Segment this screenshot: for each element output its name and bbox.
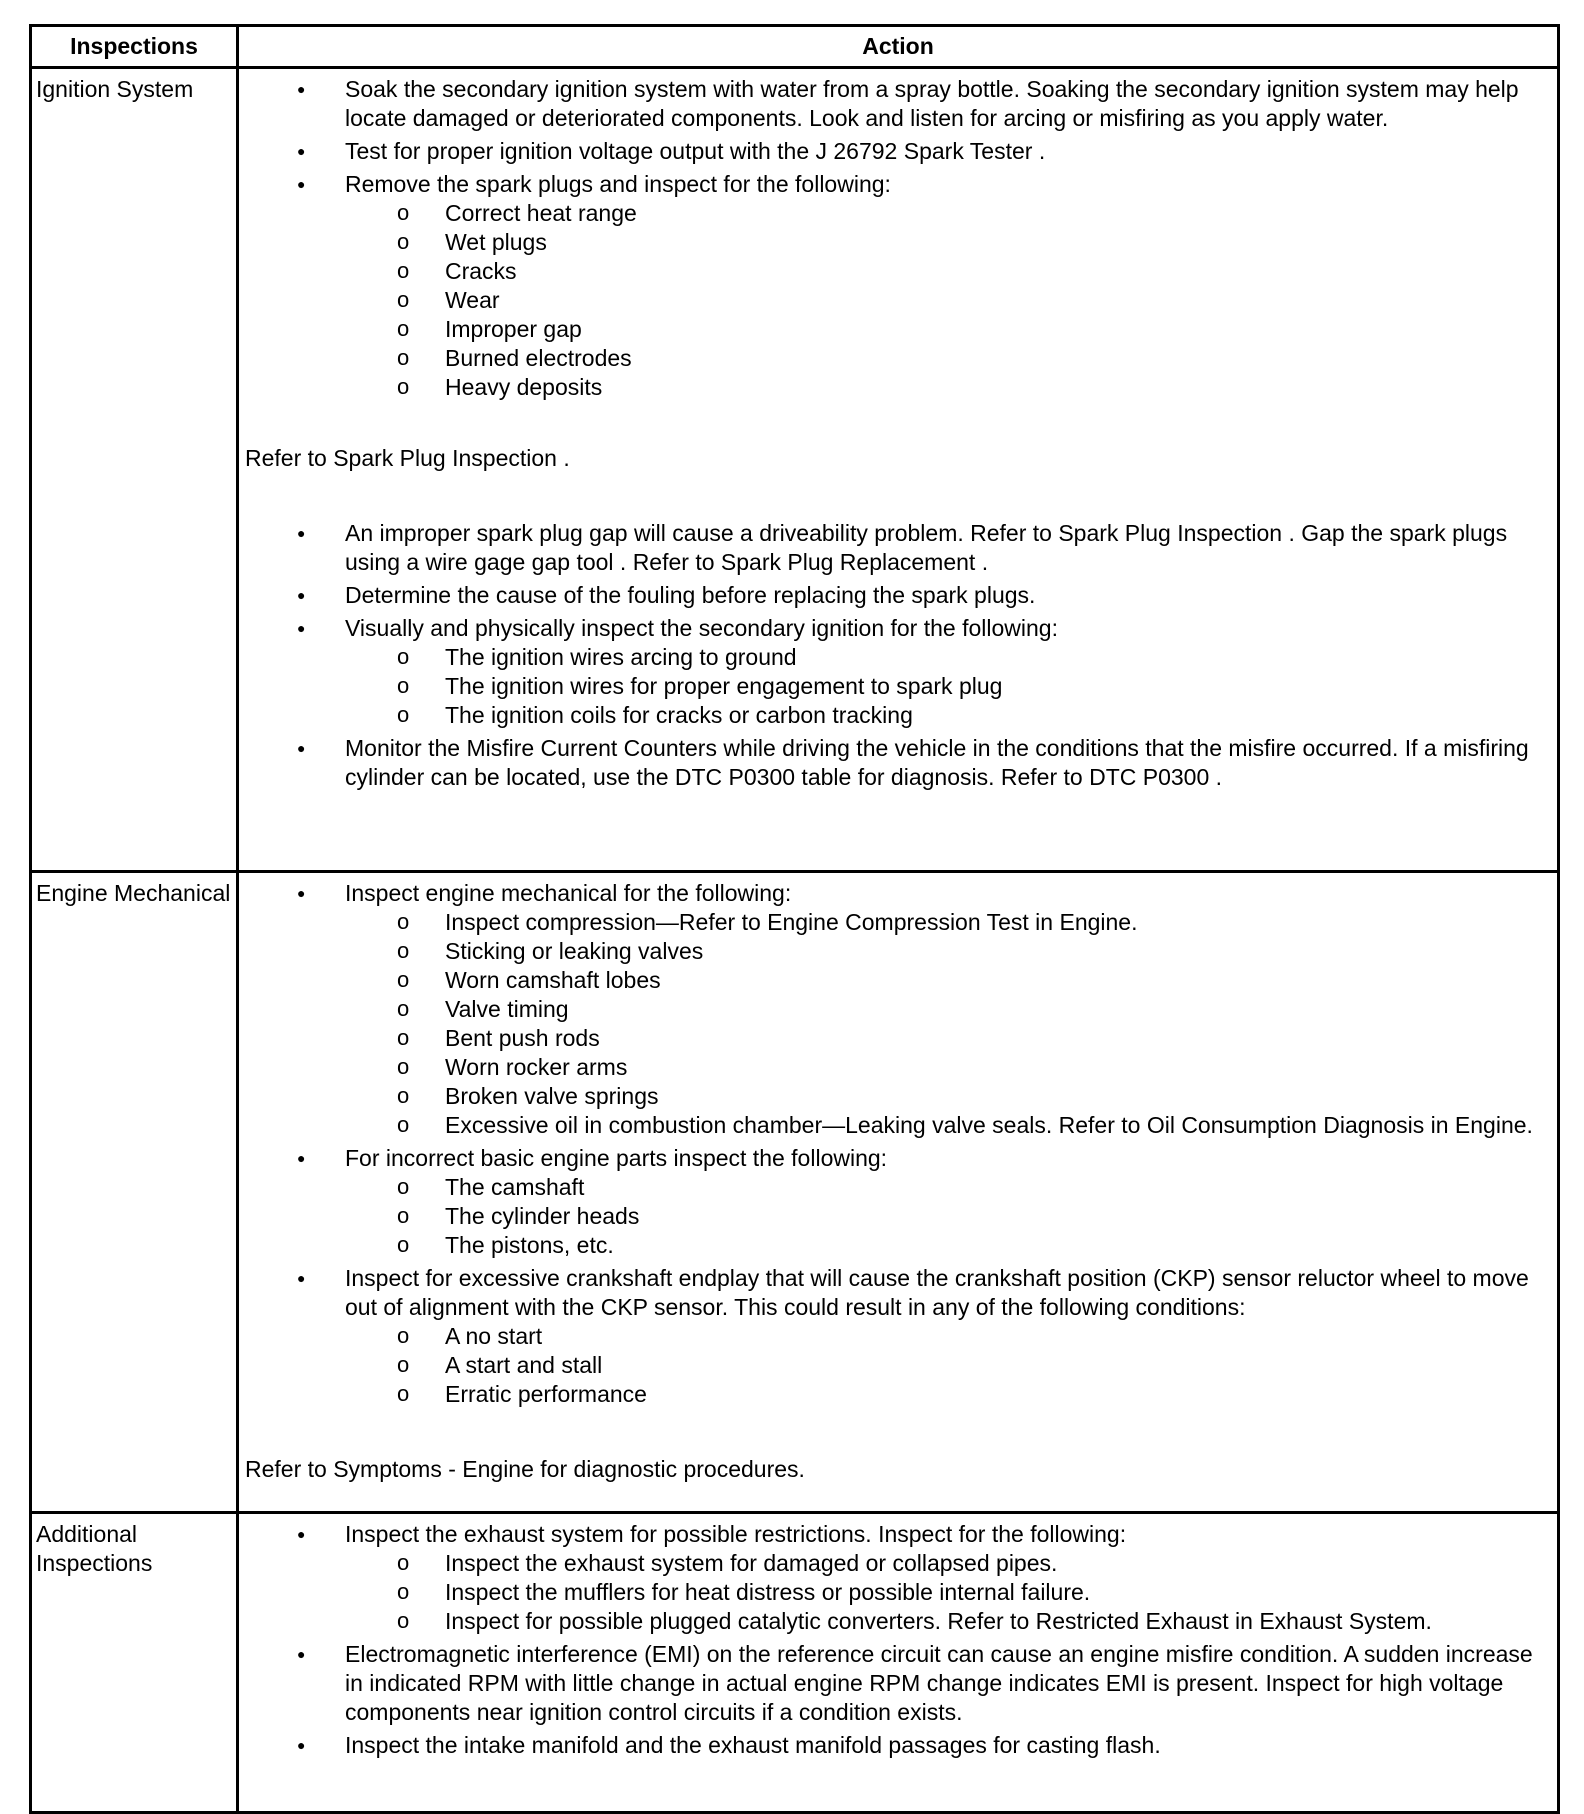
sub-item: o Inspect the exhaust system for damaged or collapsed pipes.: [345, 1549, 1551, 1578]
list-item: ● Electromagnetic interference (EMI) on the reference circuit can cause an engine misfire condition. A sudden increase in indicated RPM with little change in actual engine RPM change indicates EMI is present. Inspect for high voltage components near ignition control circuits if a condition exists.: [245, 1640, 1551, 1727]
sub-item: o The ignition coils for cracks or carbon tracking: [345, 701, 1551, 730]
list-item: [245, 170, 1551, 402]
sub-item: o A start and stall: [345, 1351, 1551, 1380]
sub-item: o Excessive oil in combustion chamber—Leaking valve seals. Refer to Oil Consumption Diagnosis in Engine.: [345, 1111, 1551, 1140]
bullet-list: [245, 519, 1551, 792]
sub-item: o Inspect compression—Refer to Engine Compression Test in Engine.: [345, 908, 1551, 937]
bullet-list: [245, 879, 1551, 1409]
sub-list: [345, 1322, 1551, 1409]
sub-list: [345, 1173, 1551, 1260]
row-engine-mechanical: [31, 872, 1559, 1513]
sub-item: o Correct heat range: [345, 199, 1551, 228]
bullet-list: [245, 75, 1551, 402]
sub-item: o The pistons, etc.: [345, 1231, 1551, 1260]
list-item-text: Remove the spark plugs and inspect for the following:: [345, 171, 891, 197]
sub-list: [345, 908, 1551, 1140]
action-cell: [238, 872, 1559, 1513]
list-item-text: Inspect the exhaust system for possible restrictions. Inspect for the following:: [345, 1521, 1127, 1547]
list-item: ● An improper spark plug gap will cause a driveability problem. Refer to Spark Plug Inspection . Gap the spark plugs using a wire gage gap tool . Refer to Spark Plug Replacement .: [245, 519, 1551, 577]
list-item: ● Determine the cause of the fouling before replacing the spark plugs.: [245, 581, 1551, 610]
sub-item: o Improper gap: [345, 315, 1551, 344]
row-additional-inspections: [31, 1513, 1559, 1813]
sub-item: o A no start: [345, 1322, 1551, 1351]
sub-list: [345, 199, 1551, 402]
reference-note: Refer to Spark Plug Inspection .: [245, 445, 570, 471]
header-inspections: Inspections: [31, 26, 238, 68]
list-item-text: For incorrect basic engine parts inspect the following:: [345, 1145, 888, 1171]
sub-item: o Burned electrodes: [345, 344, 1551, 373]
list-item: ● Soak the secondary ignition system with water from a spray bottle. Soaking the secondary ignition system may help locate damaged or deteriorated components. Look and listen for arcing or misfiring as you apply water.: [245, 75, 1551, 133]
list-item-text: Inspect engine mechanical for the following:: [345, 880, 792, 906]
sub-item: o Inspect for possible plugged catalytic converters. Refer to Restricted Exhaust in Exhaust System.: [345, 1607, 1551, 1636]
list-item: ● Test for proper ignition voltage output with the J 26792 Spark Tester .: [245, 137, 1551, 166]
inspection-table: [29, 24, 1560, 1814]
sub-item: o Valve timing: [345, 995, 1551, 1024]
sub-item: o Worn rocker arms: [345, 1053, 1551, 1082]
sub-item: o The ignition wires for proper engagement to spark plug: [345, 672, 1551, 701]
bullet-list: [245, 1520, 1551, 1760]
sub-item: o Heavy deposits: [345, 373, 1551, 402]
sub-item: o The camshaft: [345, 1173, 1551, 1202]
action-cell: [238, 1513, 1559, 1813]
sub-item: o Worn camshaft lobes: [345, 966, 1551, 995]
sub-item: o Cracks: [345, 257, 1551, 286]
sub-item: o Inspect the mufflers for heat distress or possible internal failure.: [345, 1578, 1551, 1607]
header-row: [31, 26, 1559, 68]
header-action: Action: [238, 26, 1559, 68]
sub-list: [345, 1549, 1551, 1636]
list-item: [245, 614, 1551, 730]
sub-item: o Wear: [345, 286, 1551, 315]
list-item: [245, 1520, 1551, 1636]
list-item: [245, 879, 1551, 1140]
list-item-text: Visually and physically inspect the secondary ignition for the following:: [345, 615, 1058, 641]
list-item-text: Inspect for excessive crankshaft endplay that will cause the crankshaft position (CKP) sensor reluctor wheel to move out of alignment with the CKP sensor. This could result in any of the following conditions:: [345, 1265, 1529, 1320]
list-item: ● Inspect the intake manifold and the exhaust manifold passages for casting flash.: [245, 1731, 1551, 1760]
action-cell: [238, 68, 1559, 872]
sub-item: o Sticking or leaking valves: [345, 937, 1551, 966]
sub-item: o The cylinder heads: [345, 1202, 1551, 1231]
row-label: Additional Inspections: [31, 1513, 238, 1813]
sub-list: [345, 643, 1551, 730]
row-ignition-system: [31, 68, 1559, 872]
row-label: Ignition System: [31, 68, 238, 872]
sub-item: o The ignition wires arcing to ground: [345, 643, 1551, 672]
list-item: [245, 1264, 1551, 1409]
sub-item: o Broken valve springs: [345, 1082, 1551, 1111]
row-label: Engine Mechanical: [31, 872, 238, 1513]
sub-item: o Wet plugs: [345, 228, 1551, 257]
sub-item: o Bent push rods: [345, 1024, 1551, 1053]
sub-item: o Erratic performance: [345, 1380, 1551, 1409]
list-item: ● Monitor the Misfire Current Counters while driving the vehicle in the conditions that the misfire occurred. If a misfiring cylinder can be located, use the DTC P0300 table for diagnosis. Refer to DTC P0300 .: [245, 734, 1551, 792]
reference-note: Refer to Symptoms - Engine for diagnostic procedures.: [245, 1456, 805, 1482]
list-item: [245, 1144, 1551, 1260]
